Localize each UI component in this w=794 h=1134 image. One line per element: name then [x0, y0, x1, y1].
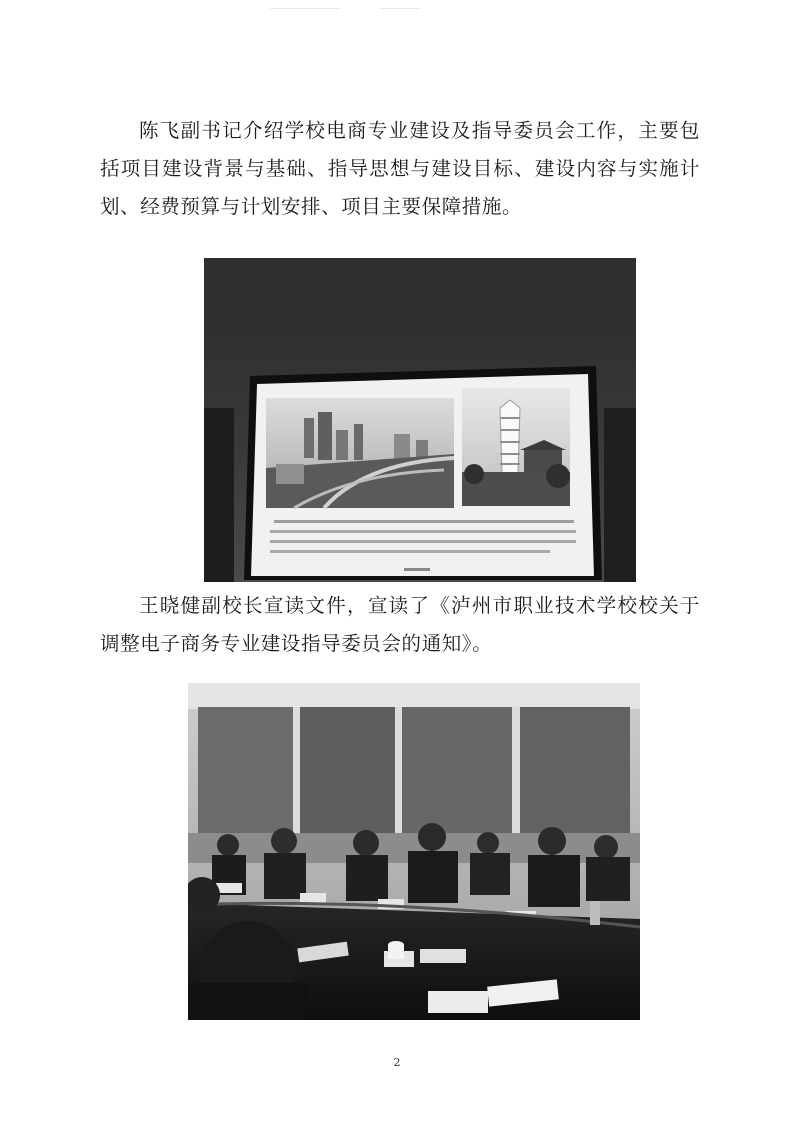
scan-artifact: [380, 8, 420, 9]
photo-projection-screen: [204, 258, 636, 582]
photo-meeting-room: [188, 683, 640, 1020]
scan-artifact: [270, 8, 340, 9]
paragraph-read-document: 王晓健副校长宣读文件，宣读了《泸州市职业技术学校校关于调整电子商务专业建设指导委员会的通知》。: [100, 594, 700, 655]
page-number: 2: [393, 1056, 401, 1069]
paragraph-intro-work: 陈飞副书记介绍学校电商专业建设及指导委员会工作，主要包括项目建设背景与基础、指导思想与建设目标、建设内容与实施计划、经费预算与计划安排、项目主要保障措施。: [100, 119, 700, 218]
